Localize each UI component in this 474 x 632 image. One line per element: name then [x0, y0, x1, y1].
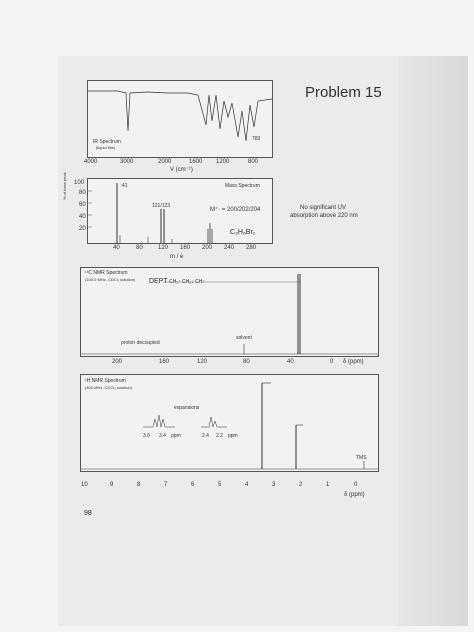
h1-x-tick: 4	[245, 482, 249, 488]
ms-peak-label: 41	[122, 183, 128, 189]
ms-y-tick: 60	[79, 202, 86, 208]
ir-x-label: V (cm⁻¹)	[170, 167, 193, 173]
c13-label: ¹³C NMR Spectrum	[85, 270, 128, 276]
c13-solvent-label: solvent	[236, 335, 252, 341]
h1-exp2-tick: 2.4	[202, 433, 209, 439]
h1-x-tick: 10	[81, 482, 88, 488]
h1-label: ¹H NMR Spectrum	[85, 378, 126, 384]
c13-nmr-panel	[80, 267, 379, 357]
h1-tms-label: TMS	[356, 455, 367, 461]
h1-sublabel: (400 MHz, CDCl₃ solution)	[85, 385, 132, 390]
ms-x-tick: 80	[136, 245, 143, 251]
h1-exp2-tick: 2.2	[216, 433, 223, 439]
ms-x-tick: 240	[224, 245, 235, 251]
ms-x-tick: 120	[158, 245, 169, 251]
c13-sublabel: (100.0 MHz, CDCl₃ solution)	[85, 277, 136, 282]
c13-dept-items: CH₂↑ CH₂↓ CH↑	[169, 279, 205, 285]
h1-expansions-label: expansions	[174, 405, 200, 411]
ir-x-tick: 800	[248, 159, 259, 165]
ir-sublabel: (liquid film)	[96, 145, 116, 150]
ir-x-tick: 1600	[189, 159, 203, 165]
h1-exp1-tick: ppm	[171, 433, 181, 439]
ms-y-tick: 100	[74, 180, 85, 186]
ir-peak-label: 783	[252, 136, 261, 142]
h1-x-tick: 1	[326, 482, 330, 488]
h1-exp2-tick: ppm	[228, 433, 238, 439]
ms-x-tick: 40	[113, 245, 120, 251]
ms-y-label: % of base peak	[62, 172, 67, 200]
mass-spectrum-panel	[87, 178, 273, 244]
h1-x-tick: 3	[272, 482, 276, 488]
uv-note-line1: No significant UV	[300, 205, 347, 211]
ms-x-label: m / e	[170, 254, 184, 260]
ms-y-tick: 20	[79, 226, 86, 232]
h1-exp1-tick: 3.4	[159, 433, 166, 439]
ms-formula: C₃H₆Br₂	[230, 229, 256, 236]
ms-y-tick: 40	[79, 214, 86, 220]
h1-exp1-tick: 3.6	[143, 433, 150, 439]
page-edge-shadow	[398, 56, 468, 626]
h1-x-tick: 9	[110, 482, 114, 488]
c13-decoupled-label: proton decoupled	[121, 340, 160, 346]
page-number: 98	[84, 510, 92, 517]
c13-x-tick: 120	[197, 359, 208, 365]
c13-dept-label: DEPT	[149, 278, 168, 285]
ir-x-tick: 3000	[120, 159, 134, 165]
c13-x-tick: 80	[243, 359, 250, 365]
uv-note-line2: absorption above 220 nm	[290, 213, 358, 219]
h1-x-label: δ (ppm)	[344, 492, 365, 498]
ms-y-tick: 80	[79, 190, 86, 196]
ms-molecular-ion: M⁺· = 200/202/204	[210, 207, 261, 213]
ir-x-tick: 1200	[216, 159, 230, 165]
ir-x-tick: 2000	[158, 159, 172, 165]
h1-x-tick: 6	[191, 482, 195, 488]
c13-x-tick: 160	[159, 359, 170, 365]
ms-x-tick: 200	[202, 245, 213, 251]
ir-label: IR Spectrum	[93, 139, 121, 145]
ms-x-tick: 160	[180, 245, 191, 251]
c13-x-tick: 40	[287, 359, 294, 365]
h1-nmr-panel	[80, 374, 379, 472]
page-title: Problem 15	[305, 84, 382, 101]
ms-x-tick: 280	[246, 245, 257, 251]
h1-x-tick: 2	[299, 482, 303, 488]
ir-x-tick: 4000	[84, 159, 98, 165]
ir-trace	[88, 81, 272, 157]
ms-label: Mass Spectrum	[225, 183, 260, 189]
c13-x-tick: 200	[112, 359, 123, 365]
c13-x-tick: 0	[330, 359, 334, 365]
h1-x-tick: 8	[137, 482, 141, 488]
c13-x-label: δ (ppm)	[343, 359, 364, 365]
ir-spectrum-panel	[87, 80, 273, 158]
h1-x-tick: 5	[218, 482, 222, 488]
h1-x-tick: 7	[164, 482, 168, 488]
ms-peak-label: 121/123	[152, 203, 171, 209]
h1-x-tick: 0	[354, 482, 358, 488]
